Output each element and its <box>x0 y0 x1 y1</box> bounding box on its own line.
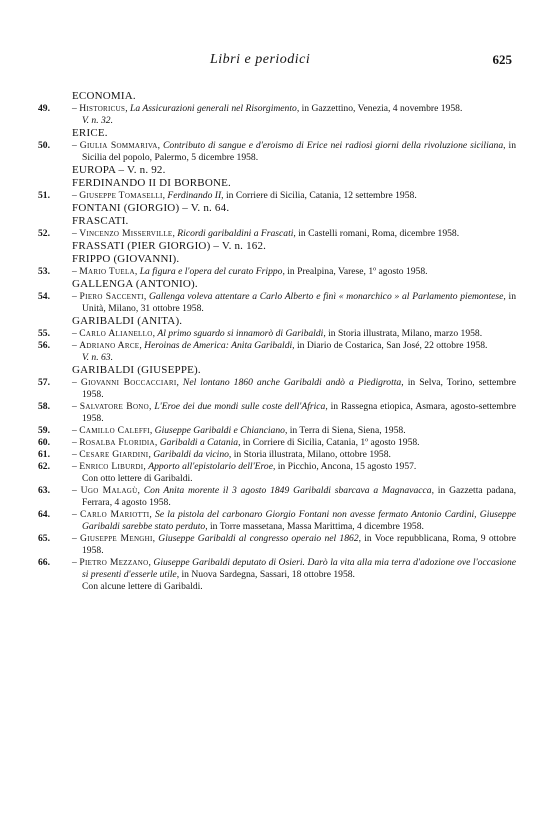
entry-number: 64. <box>38 509 50 520</box>
entry-source: , in Gazzettino, Venezia, 4 novembre 1958. <box>296 103 463 114</box>
subject-heading: GALLENGA (ANTONIO). <box>72 278 198 290</box>
entry-source: , in Sicilia del popolo, Palermo, 5 dicembre 1958. <box>82 140 516 163</box>
entry-number: 61. <box>38 449 50 460</box>
entry-number: 59. <box>38 425 50 436</box>
entry-title: Giuseppe Garibaldi deputato di Osieri. Darò la vita alla mia terra d'adozione ove l'occasione si presenti d'esserle utile <box>82 557 516 580</box>
entry-number: 62. <box>38 461 50 472</box>
entry-text: – Piero Saccenti, Gallenga voleva attentare a Carlo Alberto e finì « monarchico » al Parlamento piemontese, in Unità, Milano, 31 ottobre 1958. <box>72 291 517 314</box>
entry-number: 65. <box>38 533 50 544</box>
entry-author: Historicus <box>79 103 126 114</box>
entry-text: – Rosalba Floridia, Garibaldi a Catania, in Corriere di Sicilia, Catania, 1º agosto 1958. <box>72 437 420 448</box>
bibliography-entry <box>0 449 550 461</box>
entry-author: Carlo Alianello <box>79 328 153 339</box>
bibliography-entry <box>0 340 550 352</box>
entry-author: Adriano Arce <box>79 340 140 351</box>
entry-number: 58. <box>38 401 50 412</box>
bibliography-entry <box>0 425 550 437</box>
entry-number: 54. <box>38 291 50 302</box>
entry-author: Cesare Giardini <box>79 449 149 460</box>
subject-heading: FRIPPO (GIOVANNI). <box>72 253 180 265</box>
entry-title: Ferdinando II <box>167 190 222 201</box>
entry-author: Giovanni Boccacciari <box>80 377 177 388</box>
entry-text: – Salvatore Bono, L'Eroe dei due mondi sulle coste dell'Africa, in Rassegna etiopica, Asmara, agosto-settembre 1958. <box>72 401 517 424</box>
entry-source: , in Storia illustrata, Milano, ottobre 1958. <box>228 449 391 460</box>
cross-reference <box>82 352 550 364</box>
entry-source: , in Voce repubblicana, Roma, 9 ottobre 1958. <box>82 533 517 556</box>
subject-heading: FRASSATI (PIER GIORGIO) – V. n. 162. <box>72 240 267 252</box>
entry-text: – Camillo Caleffi, Giuseppe Garibaldi e Chianciano, in Terra di Siena, Siena, 1958. <box>72 425 406 436</box>
entry-number: 60. <box>38 437 50 448</box>
entry-number: 49. <box>38 103 50 114</box>
entry-author: Salvatore Bono <box>79 401 150 412</box>
entry-author: Pietro Mezzano <box>79 557 149 568</box>
entry-number: 57. <box>38 377 50 388</box>
subject-heading: ECONOMIA. <box>72 90 136 102</box>
entry-text: – Giuseppe Tomaselli, Ferdinando II, in Corriere di Sicilia, Catania, 12 settembre 1958. <box>72 190 417 201</box>
entry-source: , in Terra di Siena, Siena, 1958. <box>284 425 406 436</box>
bibliography-entry <box>0 228 550 240</box>
bibliography-entry <box>0 401 550 425</box>
cross-reference-text: V. n. 32. <box>82 115 114 126</box>
entry-title: Giuseppe Garibaldi al congresso operaio nel 1862 <box>158 533 359 544</box>
entry-source: , in Unità, Milano, 31 ottobre 1958. <box>82 291 517 314</box>
entry-number: 56. <box>38 340 50 351</box>
entry-title: Nel lontano 1860 anche Garibaldi andò a Piedigrotta <box>182 377 402 388</box>
entry-text: – Adriano Arce, Heroinas de America: Anita Garibaldi, in Diario de Costarica, San José, 22 ottobre 1958. <box>72 340 488 351</box>
entry-source: , in Rassegna etiopica, Asmara, agosto-settembre 1958. <box>82 401 517 424</box>
entry-author: Ugo Malagù <box>80 485 138 496</box>
entry-number: 51. <box>38 190 50 201</box>
entry-number: 55. <box>38 328 50 339</box>
page-number: 625 <box>492 52 512 67</box>
bibliography-entry <box>0 377 550 401</box>
entry-text: – Mario Tuela, La figura e l'opera del curato Frippo, in Prealpina, Varese, 1º agosto 1958. <box>72 266 428 277</box>
bibliography-entry <box>0 266 550 278</box>
entry-author: Giuseppe Tomaselli <box>79 190 163 201</box>
entry-source: , in Corriere di Sicilia, Catania, 12 settembre 1958. <box>221 190 417 201</box>
bibliography-entry <box>0 461 550 473</box>
bibliography-entry <box>0 190 550 202</box>
entry-text: – Giovanni Boccacciari, Nel lontano 1860 anche Garibaldi andò a Piedigrotta, in Selva, Torino, settembre 1958. <box>72 377 516 400</box>
entry-title: Gallenga voleva attentare a Carlo Alberto e finì « monarchico » al Parlamento piemontese <box>148 291 504 302</box>
entry-text: – Carlo Mariotti, Se la pistola del carbonaro Giorgio Fontani non avesse fermato Antonio Cardini, Giuseppe Garibaldi sarebbe stato perduto, in Torre massetana, Massa Marittima, 4 dicembre 1958. <box>72 509 517 532</box>
subject-heading: FERDINANDO II DI BORBONE. <box>72 177 231 189</box>
bibliography-list <box>0 90 550 593</box>
entry-author: Rosalba Floridia <box>79 437 155 448</box>
entry-number: 66. <box>38 557 50 568</box>
entry-source: , in Prealpina, Varese, 1º agosto 1958. <box>282 266 428 277</box>
entry-number: 50. <box>38 140 50 151</box>
entry-source: , in Castelli romani, Roma, dicembre 1958. <box>293 228 460 239</box>
entry-title: Con Anita morente il 3 agosto 1849 Garibaldi sbarcava a Magnavacca <box>143 485 432 496</box>
running-title: Libri e periodici <box>210 52 311 67</box>
entry-source: , in Corriere di Sicilia, Catania, 1º agosto 1958. <box>238 437 420 448</box>
subject-heading: GARIBALDI (ANITA). <box>72 315 183 327</box>
entry-title: Garibaldi a Catania <box>159 437 239 448</box>
entry-text: – Enrico Liburdi, Apporto all'epistolario dell'Eroe, in Picchio, Ancona, 15 agosto 1957. <box>72 461 417 472</box>
entry-text: – Giuseppe Menghi, Giuseppe Garibaldi al congresso operaio nel 1862, in Voce repubblicana, Roma, 9 ottobre 1958. <box>72 533 517 556</box>
entry-source: , in Picchio, Ancona, 15 agosto 1957. <box>272 461 417 472</box>
entry-text: – Vincenzo Misserville, Ricordi garibaldini a Frascati, in Castelli romani, Roma, dicembre 1958. <box>72 228 460 239</box>
entry-title: Ricordi garibaldini a Frascati <box>177 228 294 239</box>
bibliography-entry <box>0 437 550 449</box>
entry-author: Giulia Sommariva <box>79 140 158 151</box>
entry-title: Al primo sguardo si innamorò di Garibaldi <box>157 328 324 339</box>
entry-author: Carlo Mariotti <box>80 509 150 520</box>
bibliography-entry <box>0 291 550 315</box>
subject-heading: ERICE. <box>72 127 108 139</box>
bibliography-entry <box>0 533 550 557</box>
entry-number: 52. <box>38 228 50 239</box>
subject-heading: FRASCATI. <box>72 215 129 227</box>
entry-text: – Historicus, La Assicurazioni generali nel Risorgimento, in Gazzettino, Venezia, 4 novembre 1958. <box>72 103 463 114</box>
entry-text: – Giulia Sommariva, Contributo di sangue e d'eroismo di Erice nei radiosi giorni della rivoluzione siciliana, in Sicilia del popolo, Palermo, 5 dicembre 1958. <box>72 140 516 163</box>
entry-author: Mario Tuela <box>79 266 135 277</box>
bibliography-entry <box>0 557 550 581</box>
subject-heading: GARIBALDI (GIUSEPPE). <box>72 364 201 376</box>
entry-number: 53. <box>38 266 50 277</box>
entry-title: La Assicurazioni generali nel Risorgimento <box>129 103 297 114</box>
entry-source: , in Gazzetta padana, Ferrara, 4 agosto 1958. <box>82 485 517 508</box>
entry-author: Giuseppe Menghi <box>80 533 153 544</box>
bibliography-entry <box>0 103 550 115</box>
subject-heading: EUROPA – V. n. 92. <box>72 164 166 176</box>
entry-title: Heroinas de America: Anita Garibaldi <box>144 340 293 351</box>
entry-author: Enrico Liburdi <box>79 461 144 472</box>
entry-note: Con alcune lettere di Garibaldi. <box>82 581 203 592</box>
entry-author: Piero Saccenti <box>79 291 144 302</box>
entry-author: Camillo Caleffi <box>79 425 150 436</box>
entry-source: , in Nuova Sardegna, Sassari, 18 ottobre 1958. <box>176 569 355 580</box>
entry-title: Contributo di sangue e d'eroismo di Erice nei radiosi giorni della rivoluzione siciliana <box>163 140 504 151</box>
bibliography-entry <box>0 509 550 533</box>
entry-author: Vincenzo Misserville <box>79 228 173 239</box>
cross-reference <box>82 115 550 127</box>
page-header <box>0 52 550 70</box>
entry-text: – Cesare Giardini, Garibaldi da vicino, in Storia illustrata, Milano, ottobre 1958. <box>72 449 391 460</box>
entry-title: Garibaldi da vicino <box>153 449 229 460</box>
entry-title: L'Eroe dei due mondi sulle coste dell'Africa <box>154 401 326 412</box>
entry-title: Apporto all'epistolario dell'Eroe <box>148 461 273 472</box>
entry-source: , in Storia illustrata, Milano, marzo 1958. <box>323 328 483 339</box>
bibliography-entry <box>0 485 550 509</box>
entry-text: – Carlo Alianello, Al primo sguardo si innamorò di Garibaldi, in Storia illustrata, Milano, marzo 1958. <box>72 328 483 339</box>
cross-reference-text: V. n. 63. <box>82 352 114 363</box>
entry-title: Giuseppe Garibaldi e Chianciano <box>154 425 285 436</box>
entry-source: , in Diario de Costarica, San José, 22 ottobre 1958. <box>292 340 488 351</box>
bibliography-entry <box>0 328 550 340</box>
entry-text: – Ugo Malagù, Con Anita morente il 3 agosto 1849 Garibaldi sbarcava a Magnavacca, in Gazzetta padana, Ferrara, 4 agosto 1958. <box>72 485 517 508</box>
bibliography-entry <box>0 140 550 164</box>
entry-text: – Pietro Mezzano, Giuseppe Garibaldi deputato di Osieri. Darò la vita alla mia terra d'adozione ove l'occasione si presenti d'esserle utile, in Nuova Sardegna, Sassari, 18 ottobre 1958. <box>72 557 516 580</box>
entry-title: La figura e l'opera del curato Frippo <box>139 266 283 277</box>
subject-heading: FONTANI (GIORGIO) – V. n. 64. <box>72 202 230 214</box>
entry-source: , in Selva, Torino, settembre 1958. <box>82 377 516 400</box>
entry-note: Con otto lettere di Garibaldi. <box>82 473 193 484</box>
entry-title: Se la pistola del carbonaro Giorgio Fontani non avesse fermato Antonio Cardini, Giuseppe Garibaldi sarebbe stato perduto <box>82 509 517 532</box>
entry-source: , in Torre massetana, Massa Marittima, 4 dicembre 1958. <box>205 521 424 532</box>
entry-number: 63. <box>38 485 50 496</box>
